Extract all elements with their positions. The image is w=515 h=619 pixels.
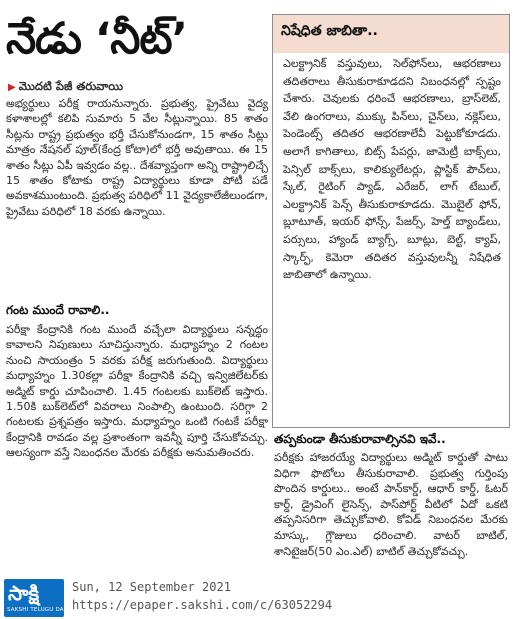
triangle-icon: ▶ — [8, 82, 16, 93]
epaper-url[interactable]: https://epaper.sakshi.com/c/63052294 — [72, 598, 333, 612]
article-paragraph-2 — [6, 322, 268, 578]
prohibited-items-box — [272, 14, 510, 428]
box-text: ఎలక్ట్రానిక్‌ వస్తువులు, సెల్‌ఫోన్‌లు, ఆభరణాలు తదితరాలు తీసుకురాకూడదని నిబంధనల్లో స్పష్టం చేశారు. చెవులకు ధరించే ఆభరణాలు, బ్రాస్‌లెట్‌, వేలి ఉంగరాలు, ముక్కు పిన్‌లు, చైన్‌లు, నక్లెస్‌లు, పెండెంట్స్‌ తదితర ఆభరణాలేవీ పెట్టుకోకూడదు. అలాగే కాగితాలు, బిట్స్‌ పేపర్లు, జామెట్రీ బాక్స్‌లు, పెన్సిల్‌ బాక్స్‌లు, కాలిక్యులేటర్లు, ప్లాస్టిక్‌ పౌచ్‌లు, స్కేల్‌, రైటింగ్‌ ప్యాడ్‌, ఎరేజర్‌, లాగ్‌ టేబుల్‌, ఎలక్ట్రానిక్‌ పెన్స్‌ తీసుకురాకూడదు. మొబైల్‌ ఫోన్‌, బ్లూటూత్‌, ఇయర్‌ ఫోన్స్‌, పేజర్స్‌, హెల్త్‌ బ్యాండ్‌లు, పర్సులు, హ్యాండ్‌ బ్యాగ్స్‌, బూట్లు, బెల్ట్‌, క్యాప్‌, స్కార్ఫ్‌, కెమెరా తదితర వస్తువులన్నీ నిషేధిత జాబితాలో ఉన్నాయి. — [283, 57, 501, 282]
footer — [0, 577, 515, 619]
logo-subtext: SAKSHI TELUGU DAILY — [7, 607, 72, 613]
sakshi-logo[interactable] — [4, 579, 72, 617]
box-body — [283, 55, 501, 425]
box-title: నిషేధిత జాబితా.. — [281, 23, 378, 39]
subheading-report-early: గంట ముందే రావాలి.. — [6, 303, 110, 317]
edition-date: Sun, 12 September 2021 — [72, 580, 231, 594]
article-paragraph-1 — [6, 96, 268, 281]
paragraph-text: పరీక్షకు హాజరయ్యే విద్యార్థులు అడ్మిట్‌ కార్డుతో పాటు విధిగా ఫొటోలు తీసుకురావాలి. ప్రభుత్వ గుర్తింపు పొందిన కార్డులు.. అంటే పాన్‌కార్డ్‌, ఆధార్‌ కార్డ్‌, ఓటర్‌ కార్డ్‌, డ్రైవింగ్‌ లైసెన్స్‌, పాస్‌పోర్ట్‌ వీటిలో ఏదో ఒకటి తప్పనిసరిగా తెచ్చుకోవాలి. కోవిడ్‌ నిబంధనల మేరకు మాస్కు, గ్లౌజులు ధరించాలి. వాటర్‌ బాటిల్‌, శానిటైజర్‌(50 ఎం.ఎల్‌) బాటిల్‌ తెచ్చుకోవచ్చు. — [274, 451, 508, 558]
continuation-text: మొదటి పేజీ తరువాయి — [18, 79, 124, 93]
paragraph-text: పరీక్షా కేంద్రానికి గంట ముందే వచ్చేలా విద్యార్థులు సన్నద్ధం కావాలని నిపుణులు సూచిస్తున్నారు. మధ్యాహ్నం 2 గంటల నుంచి సాయంత్రం 5 వరకు పరీక్ష జరుగుతుంది. విద్యార్థులు మధ్యాహ్నం 1.30కల్లా పరీక్షా కేంద్రానికి వచ్చి ఇన్విజిలేటర్‌కు అడ్మిట్‌ కార్డు చూపించాలి. 1.45 గంటలకు బుక్‌లెట్‌ ఇస్తారు. 1.50కి బుక్‌లెట్‌లో వివరాలు నింపాల్సి ఉంటుంది. సరిగ్గా 2 గంటలకు ప్రశ్నపత్రం ఇస్తారు. మధ్యాహ్నం ఒంటి గంటకే పరీక్షా కేంద్రానికి రావడం వల్ల ప్రశాంతంగా ఇవన్నీ పూర్తి చేసుకోవచ్చు. ఆలస్యంగా వస్తే నిబంధనల మేరకు పరీక్షకు అనుమతించరు. — [6, 323, 268, 460]
headline: నేడు ‘నీట్‌’ — [6, 14, 187, 64]
box-title-bar — [273, 15, 509, 53]
must-bring-paragraph — [274, 450, 508, 576]
paragraph-text: అభ్యర్థులు పరీక్ష రాయనున్నారు. ప్రభుత్వ, ప్రైవేటు వైద్య కళాశాలల్లో కలిపి సుమారు 5 వేల సీట్లున్నాయి. 85 శాతం సీట్లను రాష్ట్ర ప్రభుత్వం భర్తీ చేసుకోనుండగా, 15 శాతం సీట్లు మాత్రం నేషనల్‌ పూల్‌(కేంద్ర కోటా)లో భర్తీ అవుతాయి. ఈ 15 శాతం సీట్లు ఏపీ ఇవ్వడం వల్ల.. దేశవ్యాప్తంగా అన్ని రాష్ట్రాలిచ్చే 15 శాతం కోటాకు రాష్ట్ర విద్యార్థులు కూడా పోటీ పడే అవకాశముంటుంది. ప్రభుత్వ పరిధిలో 11 వైద్యకాలేజీలుండగా, ప్రైవేటు పరిధిలో 18 వరకు ఉన్నాయి. — [6, 97, 268, 218]
logo-text: సాక్షి — [8, 581, 40, 605]
subheading-must-bring: తప్పకుండా తీసుకురావాల్సినవి ఇవే.. — [274, 432, 446, 446]
continuation-label — [8, 78, 266, 94]
